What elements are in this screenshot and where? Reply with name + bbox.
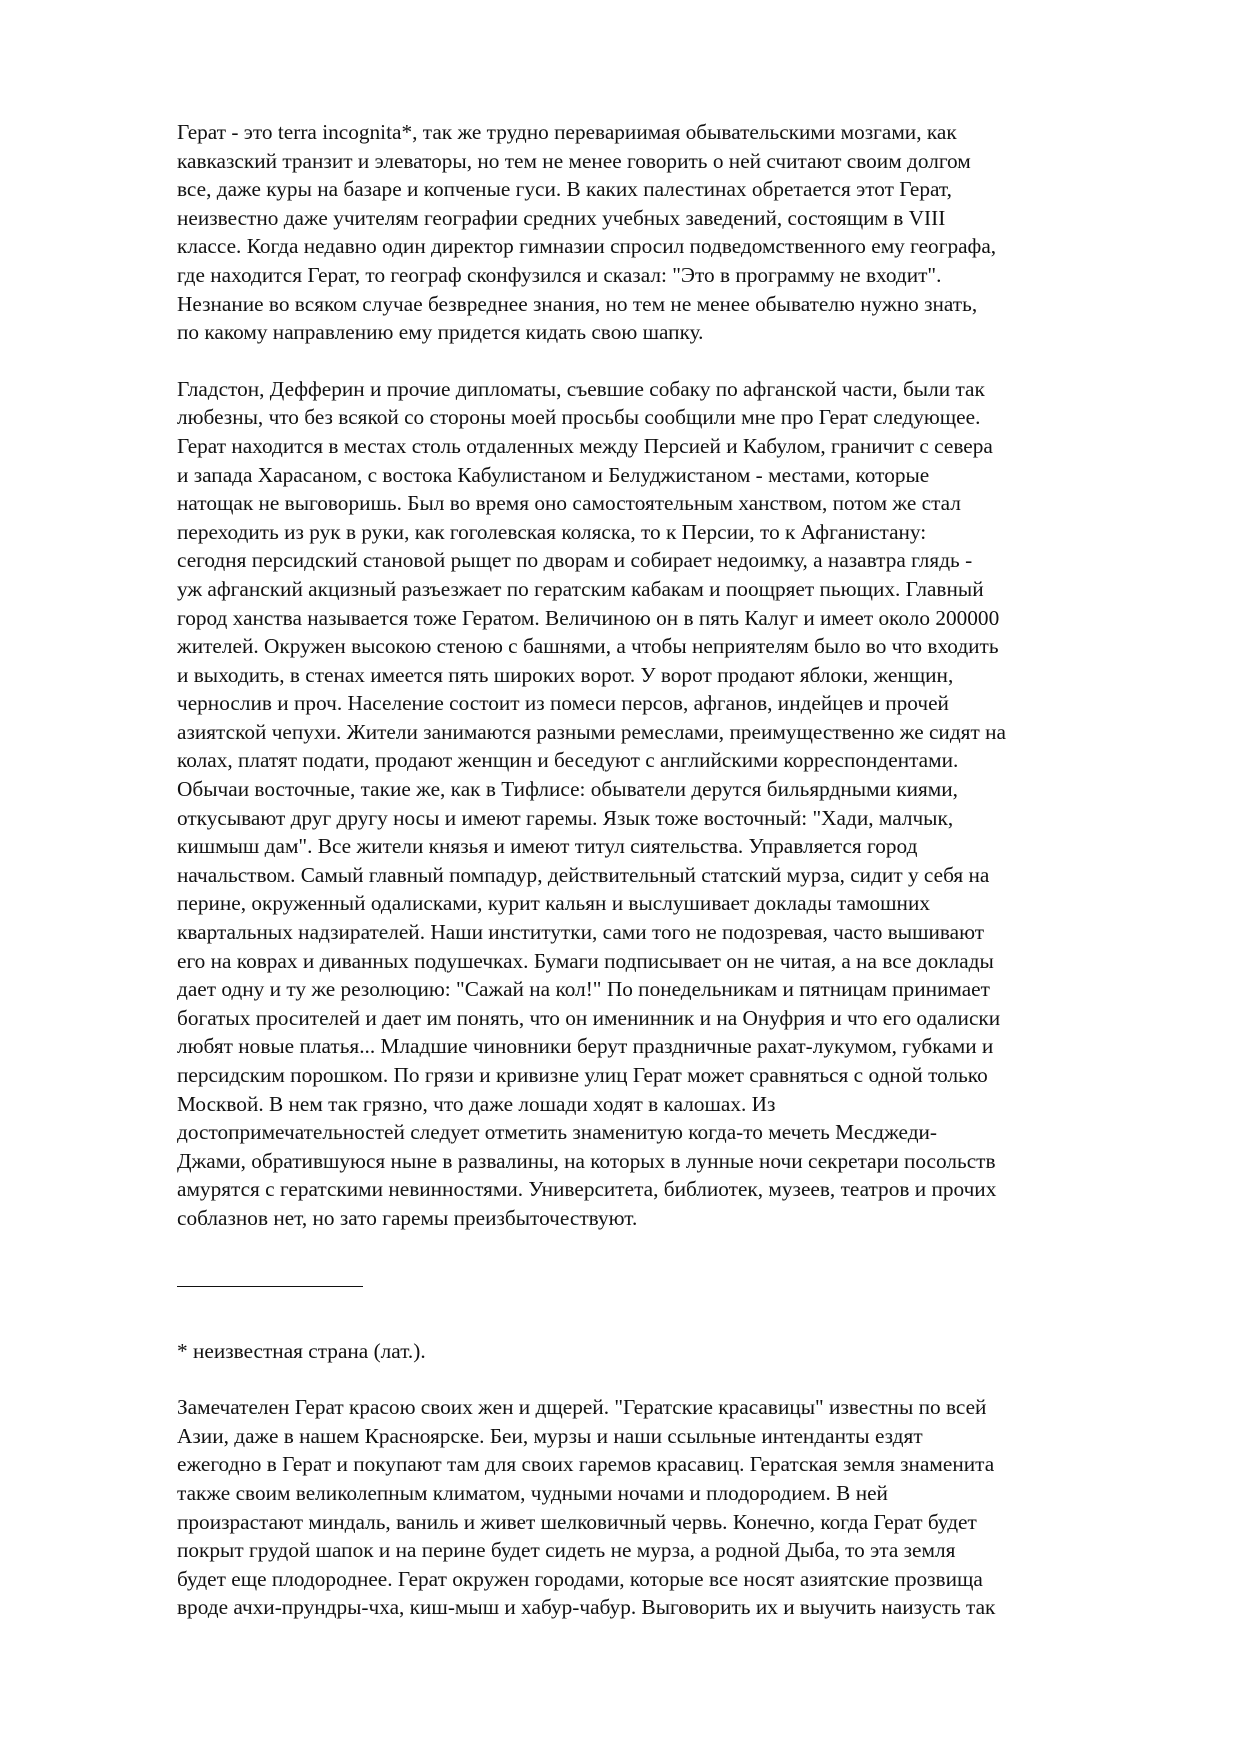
paragraph-herat-beauty: Замечателен Герат красою своих жен и дщерей. "Гератские красавицы" известны по всей Азии, даже в нашем Красноярске. Беи, мурзы и наши ссыльные интенданты ездят ежегодно в Герат и покупают там для своих гаремов красавиц. Гератская земля знаменита также своим великолепным климатом, чудными ночами и плодородием. В ней произрастают миндаль, ваниль и живет шелковичный червь. Конечно, когда Герат будет покрыт грудой шапок и на перине будет сидеть не мурза, а родной Дыба, то эта земля будет еще плодороднее. Герат окружен городами, которые все носят азиятские прозвища вроде ачхи-прундры-чха, киш-мыш и хабур-чабур. Выговорить их и выучить наизусть так bbox=[177, 1395, 996, 1620]
paragraph-herat-description: Гладстон, Дефферин и прочие дипломаты, съевшие собаку по афганской части, были так любезны, что без всякой со стороны моей просьбы сообщили мне про Герат следующее. Герат находится в местах столь отдаленных между Персией и Кабулом, граничит с севера и запада Харасаном, с востока Кабулистаном и Белуджистаном - местами, которые натощак не выговоришь. Был во время оно самостоятельным ханством, потом же стал переходить из рук в руки, как гоголевская коляска, то к Персии, то к Афганистану: сегодня персидский становой рыщет по дворам и собирает недоимку, а назавтра глядь - уж афганский акцизный разъезжает по гератским кабакам и поощряет пьющих. Главный город ханства называется тоже Гератом. Величиною он в пять Калуг и имеет около 200000 жителей. Окружен высокою стеною с башнями, а чтобы неприятелям было во что входить и выходить, в стенах имеется пять широких ворот. У ворот продают яблоки, женщин, чернослив и проч. Население состоит из помеси персов, афганов, индейцев и прочей азиятской чепухи. Жители занимаются разными ремеслами, преимущественно же сидят на колах, платят подати, продают женщин и беседуют с английскими корреспондентами. Обычаи восточные, такие же, как в Тифлисе: обыватели дерутся бильярдными киями, откусывают друг другу носы и имеют гаремы. Язык тоже восточный: "Хади, малчык, кишмыш дам". Все жители князья и имеют титул сиятельства. Управляется город начальством. Самый главный помпадур, действительный статский мурза, сидит у себя на перине, окруженный одалисками, курит кальян и выслушивает доклады тамошних квартальных надзирателей. Наши институтки, сами того не подозревая, часто вышивают его на коврах и диванных подушечках. Бумаги подписывает он не читая, а на все доклады дает одну и ту же резолюцию: "Сажай на кол!" По понедельникам и пятницам принимает богатых просителей и дает им понять, что он именинник и на Онуфрия и что его одалиски любят новые платья... Младшие чиновники берут праздничные рахат-лукумом, губками и персидским порошком. По грязи и кривизне улиц Герат может сравняться с одной только Москвой. В нем так грязно, что даже лошади ходят в калошах. Из достопримечательностей следует отметить знаменитую когда-то мечеть Месджеди- Джами, обратившуюся ныне в развалины, на которых в лунные ночи секретари посольств амурятся с гератскими невинностями. Университета, библиотек, музеев, театров и прочих соблазнов нет, но зато гаремы преизбыточествуют. bbox=[177, 376, 1006, 1230]
footnote-text: * неизвестная страна (лат.). bbox=[177, 1338, 426, 1363]
document-page bbox=[177, 118, 1152, 1622]
footnote-separator bbox=[177, 1286, 363, 1287]
paragraph-herat-intro: Герат - это terra incognita*, так же трудно перевариимая обывательскими мозгами, как кавказский транзит и элеваторы, но тем не менее говорить о ней считают своим долгом все, даже куры на базаре и копченые гуси. В каких палестинах обретается этот Герат, неизвестно даже учителям географии средних учебных заведений, состоящим в VIII классе. Когда недавно один директор гимназии спросил подведомственного ему географа, где находится Герат, то географ сконфузился и сказал: "Это в программу не входит". Незнание во всяком случае безвреднее знания, но тем не менее обывателю нужно знать, по какому направлению ему придется кидать свою шапку. bbox=[177, 120, 997, 345]
